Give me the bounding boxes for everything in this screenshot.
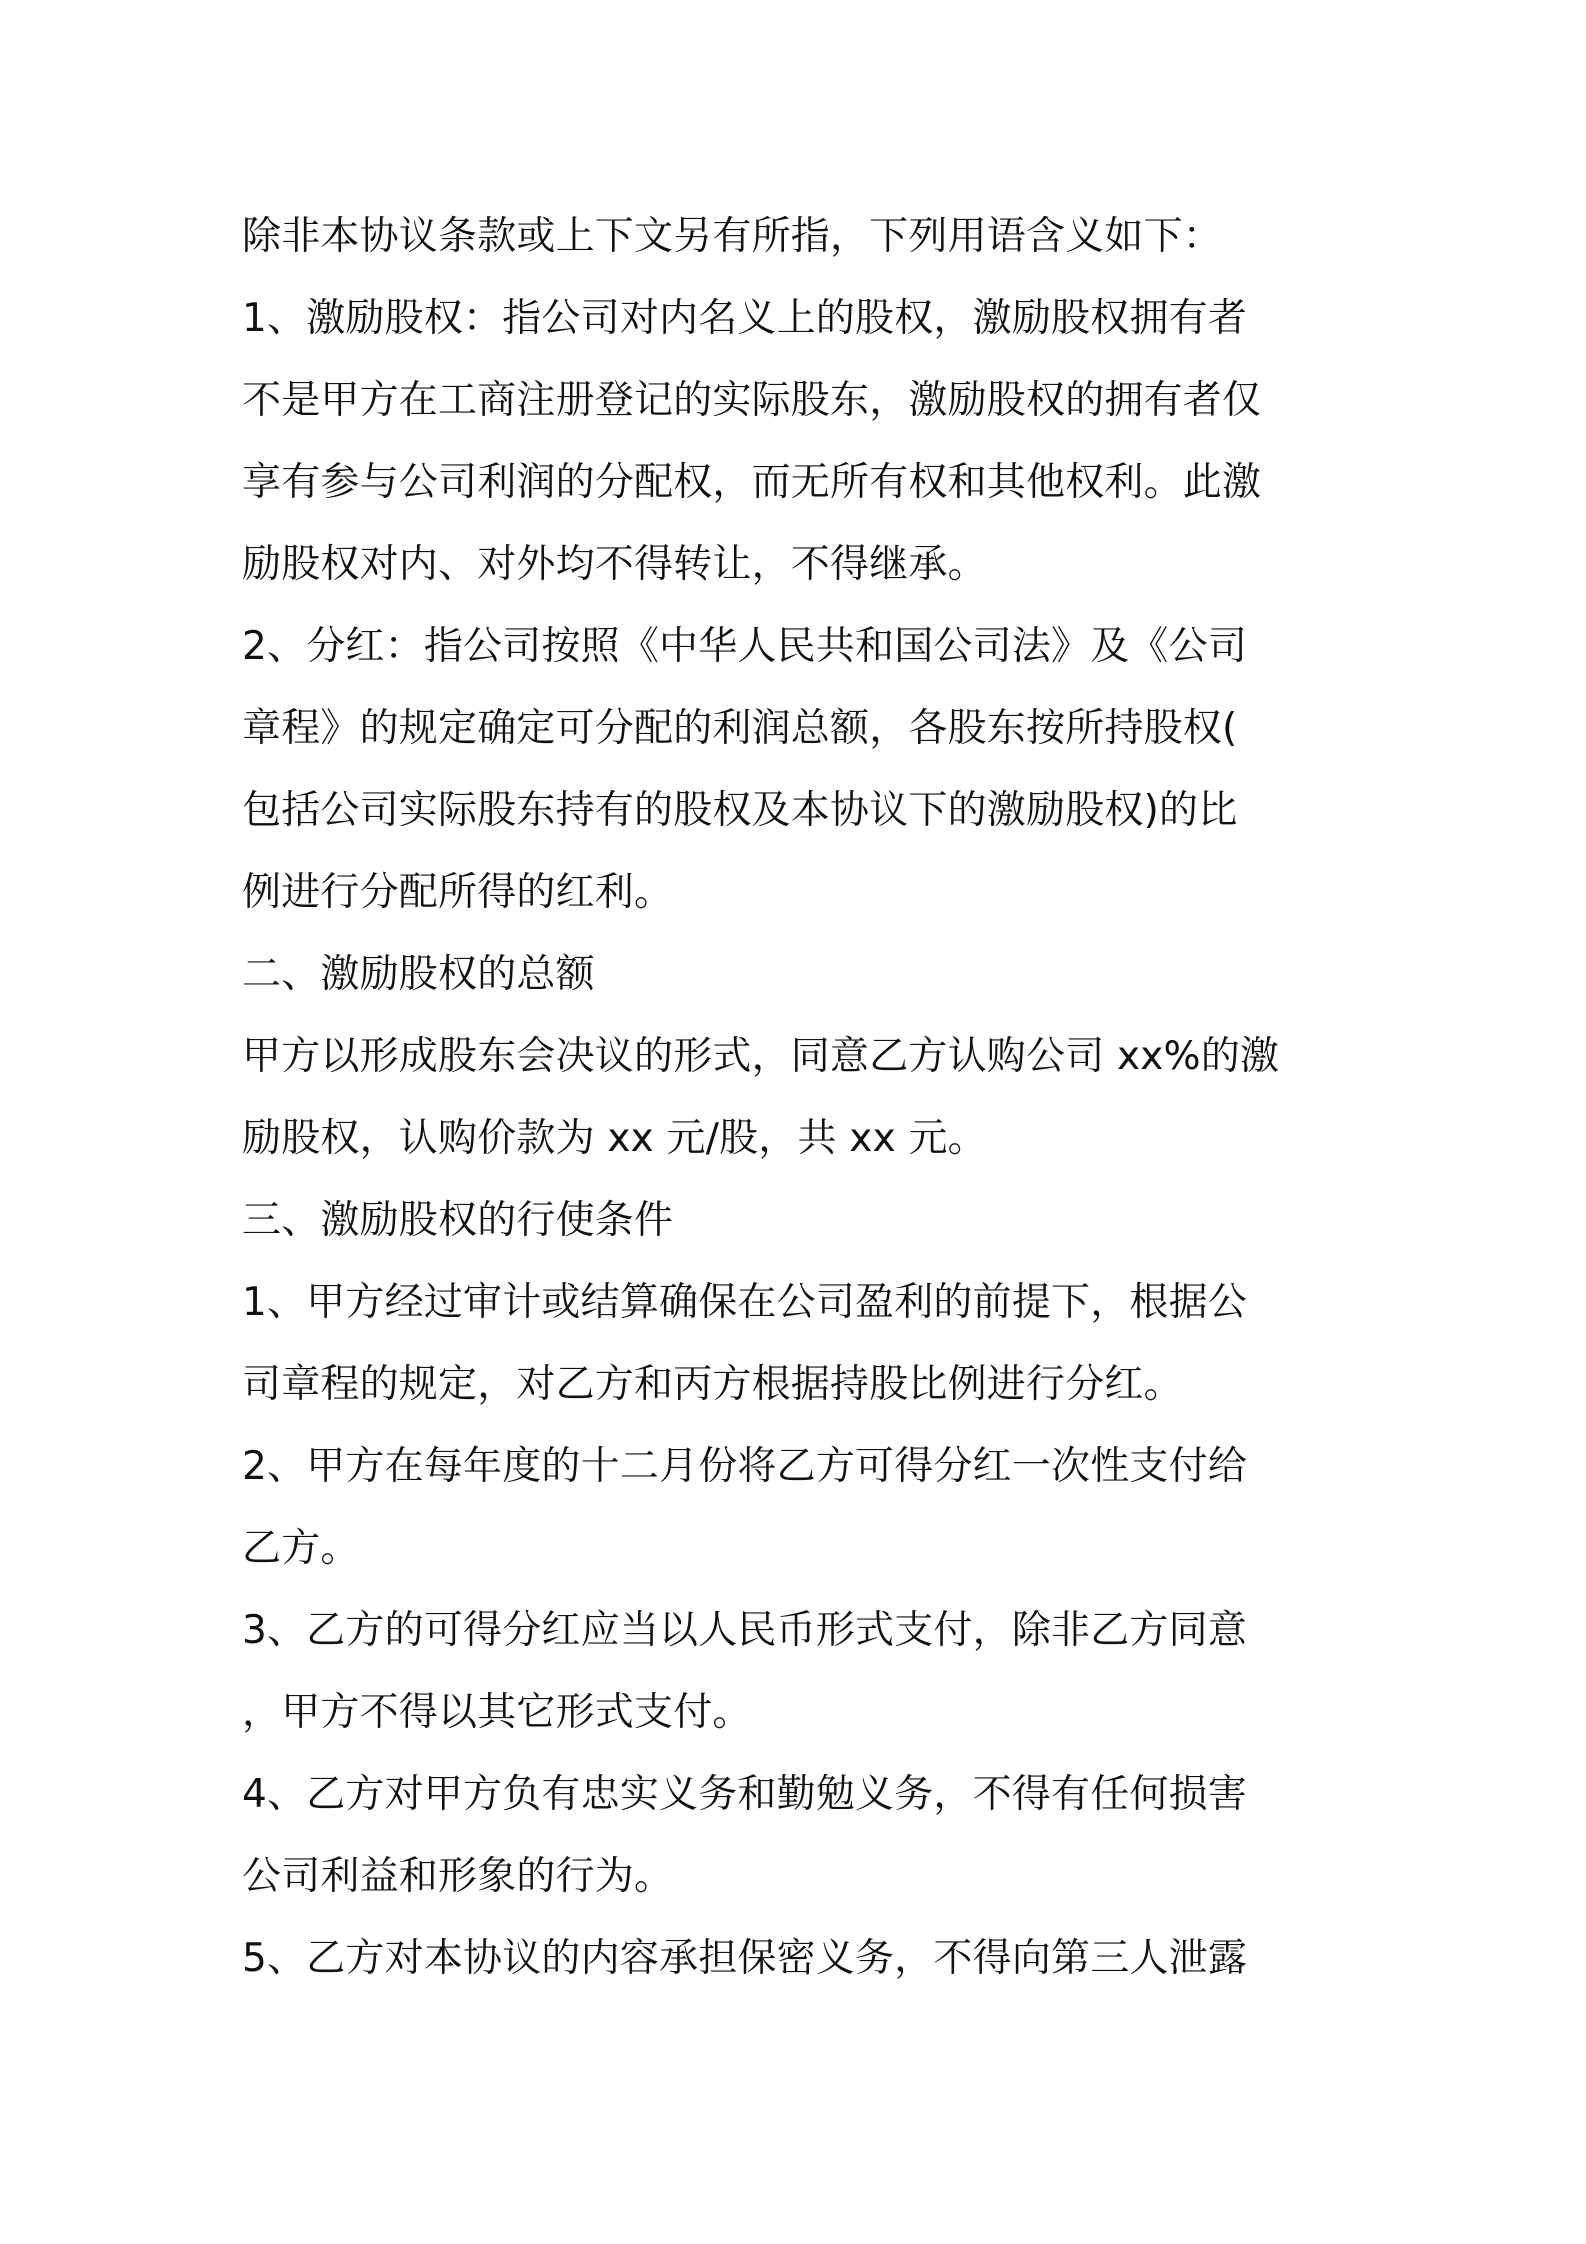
line-definition-2: 例进行分配所得的红利。 bbox=[242, 870, 674, 915]
line-condition-2: 乙方。 bbox=[242, 1526, 360, 1571]
line-condition-2: 2、甲方在每年度的十二月份将乙方可得分红一次性支付给 bbox=[242, 1444, 1248, 1489]
section-heading-3: 三、激励股权的行使条件 bbox=[242, 1198, 674, 1243]
line-intro: 除非本协议条款或上下文另有所指，下列用语含义如下： bbox=[242, 214, 1223, 259]
line-section-2: 甲方以形成股东会决议的形式，同意乙方认购公司 xx%的激 bbox=[242, 1034, 1280, 1079]
document-body bbox=[242, 196, 1354, 2000]
line-condition-3: 3、乙方的可得分红应当以人民币形式支付，除非乙方同意 bbox=[242, 1608, 1248, 1653]
line-section-2: 励股权，认购价款为 xx 元/股，共 xx 元。 bbox=[242, 1116, 987, 1161]
line-condition-4: 公司利益和形象的行为。 bbox=[242, 1854, 674, 1899]
line-condition-4: 4、乙方对甲方负有忠实义务和勤勉义务，不得有任何损害 bbox=[242, 1772, 1248, 1817]
line-definition-2: 章程》的规定确定可分配的利润总额，各股东按所持股权( bbox=[242, 706, 1238, 751]
line-condition-3: ，甲方不得以其它形式支付。 bbox=[242, 1690, 752, 1735]
line-condition-1: 1、甲方经过审计或结算确保在公司盈利的前提下，根据公 bbox=[242, 1280, 1248, 1325]
section-heading-2: 二、激励股权的总额 bbox=[242, 952, 595, 997]
line-condition-5: 5、乙方对本协议的内容承担保密义务，不得向第三人泄露 bbox=[242, 1936, 1248, 1981]
line-definition-1: 享有参与公司利润的分配权，而无所有权和其他权利。此激 bbox=[242, 460, 1262, 505]
line-definition-1: 1、激励股权：指公司对内名义上的股权，激励股权拥有者 bbox=[242, 296, 1248, 341]
line-definition-1: 不是甲方在工商注册登记的实际股东，激励股权的拥有者仅 bbox=[242, 378, 1262, 423]
line-definition-1: 励股权对内、对外均不得转让，不得继承。 bbox=[242, 542, 987, 587]
line-condition-1: 司章程的规定，对乙方和丙方根据持股比例进行分红。 bbox=[242, 1362, 1183, 1407]
line-definition-2: 2、分红：指公司按照《中华人民共和国公司法》及《公司 bbox=[242, 624, 1248, 669]
line-definition-2: 包括公司实际股东持有的股权及本协议下的激励股权)的比 bbox=[242, 788, 1238, 833]
